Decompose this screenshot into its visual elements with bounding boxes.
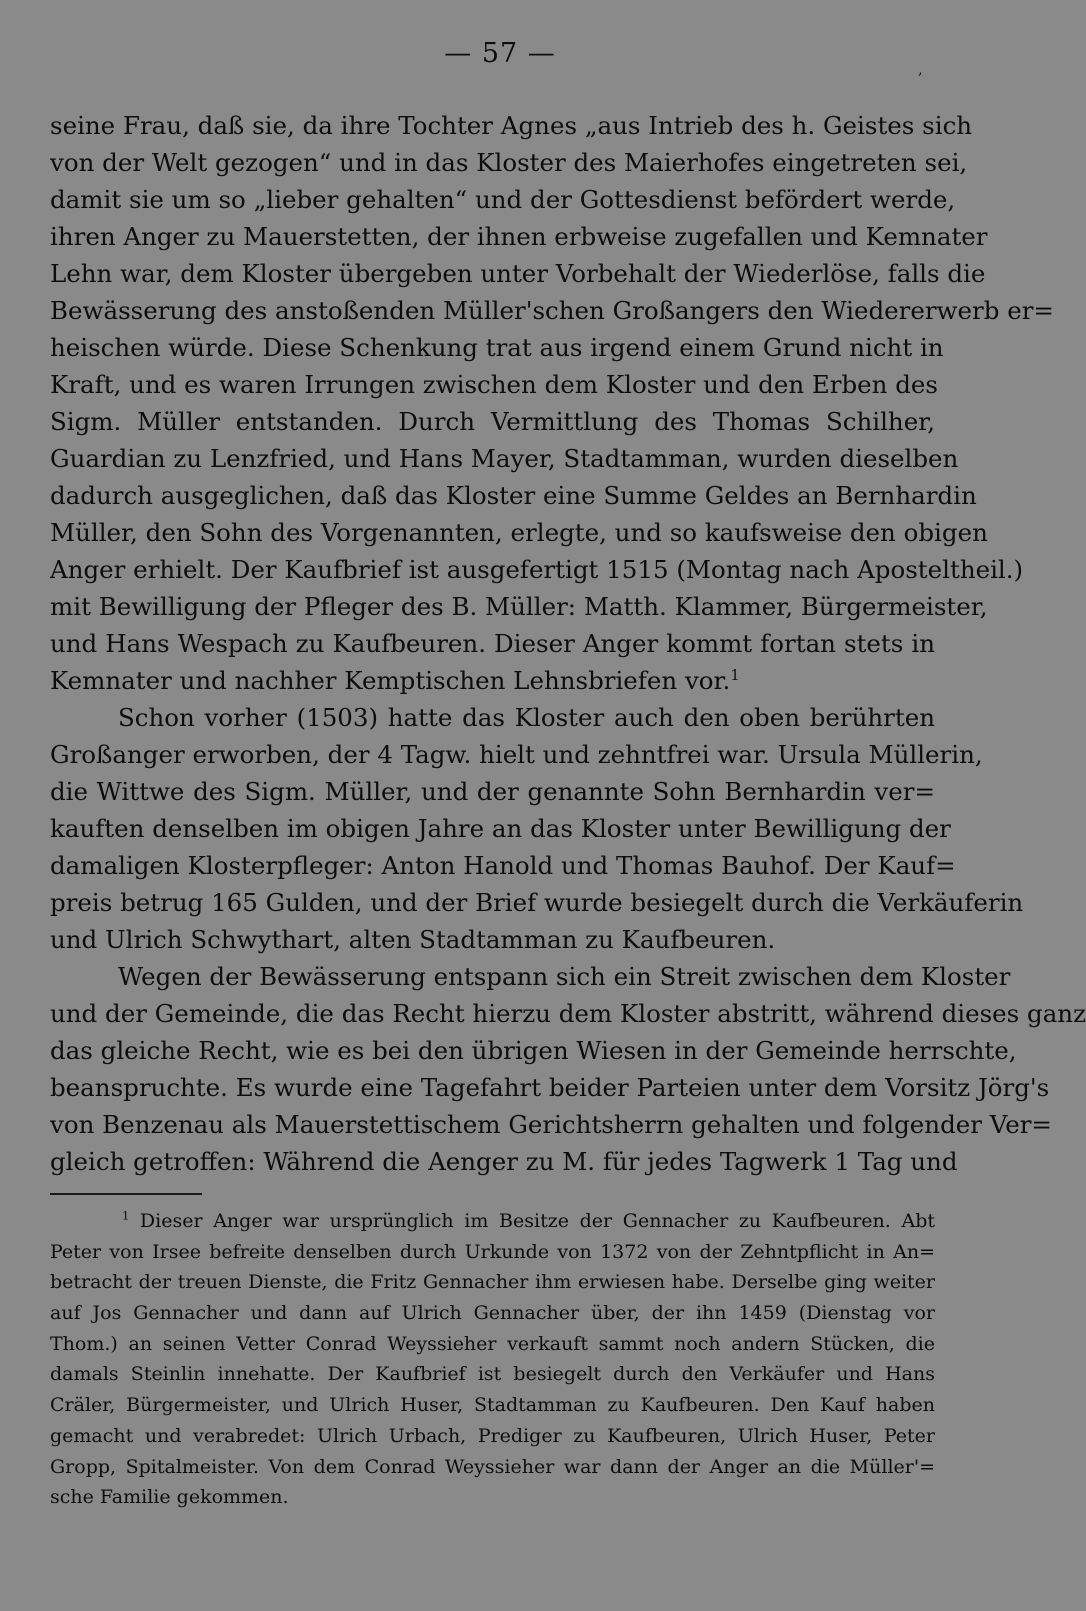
footnote-divider [50, 1193, 202, 1195]
text-line: seine Frau, daß sie, da ihre Tochter Agnes „aus Intrieb des h. Geistes sich [50, 111, 973, 140]
text-line: damit sie um so „lieber gehalten“ und der Gottesdienst befördert werde, [50, 185, 956, 214]
paragraph-start: Wegen der Bewässerung entspann sich ein Streit zwischen dem Kloster [118, 962, 1011, 991]
text-line: Großanger erworben, der 4 Tagw. hielt und zehntfrei war. Ursula Müllerin, [50, 740, 983, 769]
paragraph-start: Schon vorher (1503) hatte das Kloster auch den oben berührten [118, 703, 935, 732]
text-line: Bewässerung des anstoßenden Müller'schen Großangers den Wiedererwerb er= [50, 296, 1054, 325]
text-line: und Ulrich Schwythart, alten Stadtamman zu Kaufbeuren. [50, 925, 776, 954]
footnote-line: Thom.) an seinen Vetter Conrad Weyssieher verkauft sammt noch andern Stücken, die [50, 1332, 935, 1355]
body-text [50, 107, 1086, 1180]
text-line: Müller, den Sohn des Vorgenannten, erlegte, und so kaufsweise den obigen [50, 518, 988, 547]
text-line: das gleiche Recht, wie es bei den übrigen Wiesen in der Gemeinde herrschte, [50, 1036, 1017, 1065]
footnote-line: sche Familie gekommen. [50, 1486, 289, 1509]
footnote-line: damals Steinlin innehatte. Der Kaufbrief ist besiegelt durch den Verkäufer und Hans [50, 1363, 935, 1386]
footnote-line: gemacht und verabredet: Ulrich Urbach, Prediger zu Kaufbeuren, Ulrich Huser, Peter [50, 1424, 935, 1447]
footnote-line-content: Dieser Anger war ursprünglich im Besitze der Gennacher zu Kaufbeuren. Abt [139, 1210, 935, 1232]
footnote-reference: 1 [730, 666, 740, 684]
footnote-line: Peter von Irsee befreite denselben durch Urkunde von 1372 von der Zehntpflicht in An= [50, 1240, 935, 1263]
text-line: heischen würde. Diese Schenkung trat aus irgend einem Grund nicht in [50, 333, 944, 362]
text-line: Lehn war, dem Kloster übergeben unter Vorbehalt der Wiederlöse, falls die [50, 259, 986, 288]
text-line: die Wittwe des Sigm. Müller, und der genannte Sohn Bernhardin ver= [50, 777, 935, 806]
text-line: Sigm. Müller entstanden. Durch Vermittlung des Thomas Schilher, [50, 407, 935, 436]
text-line: gleich getroffen: Während die Aenger zu M. für jedes Tagwerk 1 Tag und [50, 1147, 958, 1176]
text-line: und der Gemeinde, die das Recht hierzu dem Kloster abstritt, während dieses ganz [50, 999, 1086, 1028]
footnote-line: Cräler, Bürgermeister, und Ulrich Huser, Stadtamman zu Kaufbeuren. Den Kauf haben [50, 1394, 935, 1417]
text-line: beanspruchte. Es wurde eine Tagefahrt beider Parteien unter dem Vorsitz Jörg's [50, 1073, 1050, 1102]
text-line-content: Kemnater und nachher Kemptischen Lehnsbriefen vor. [50, 666, 731, 695]
footnote-marker: 1 [122, 1208, 130, 1223]
corner-mark: ‚ [918, 62, 924, 78]
text-line: von Benzenau als Mauerstettischem Gerichtsherrn gehalten und folgender Ver= [50, 1110, 1052, 1139]
footnote-line: betracht der treuen Dienste, die Fritz Gennacher ihm erwiesen habe. Derselbe ging weiter [50, 1271, 935, 1294]
text-line: von der Welt gezogen“ und in das Kloster des Maierhofes eingetreten sei, [50, 148, 968, 177]
text-line [50, 662, 935, 699]
text-line: Kraft, und es waren Irrungen zwischen dem Kloster und den Erben des [50, 370, 939, 399]
text-line: dadurch ausgeglichen, daß das Kloster eine Summe Geldes an Bernhardin [50, 481, 977, 510]
footnote-line: Gropp, Spitalmeister. Von dem Conrad Weyssieher war dann der Anger an die Müller'= [50, 1455, 935, 1478]
page-header [0, 38, 1000, 78]
text-line: Anger erhielt. Der Kaufbrief ist ausgefertigt 1515 (Montag nach Aposteltheil.) [50, 555, 1024, 584]
footnote-line: auf Jos Gennacher und dann auf Ulrich Gennacher über, der ihn 1459 (Dienstag vor [50, 1302, 935, 1325]
text-line: damaligen Klosterpfleger: Anton Hanold und Thomas Bauhof. Der Kauf= [50, 851, 956, 880]
text-line: preis betrug 165 Gulden, und der Brief wurde besiegelt durch die Verkäuferin [50, 888, 1024, 917]
text-line: und Hans Wespach zu Kaufbeuren. Dieser Anger kommt fortan stets in [50, 629, 935, 658]
text-line: Guardian zu Lenzfried, und Hans Mayer, Stadtamman, wurden dieselben [50, 444, 959, 473]
page-number: — 57 — [444, 38, 556, 69]
footnote [50, 1206, 935, 1513]
text-line: ihren Anger zu Mauerstetten, der ihnen erbweise zugefallen und Kemnater [50, 222, 988, 251]
footnote-line [50, 1206, 935, 1237]
text-line: mit Bewilligung der Pfleger des B. Müller: Matth. Klammer, Bürgermeister, [50, 592, 988, 621]
text-line: kauften denselben im obigen Jahre an das Kloster unter Bewilligung der [50, 814, 951, 843]
